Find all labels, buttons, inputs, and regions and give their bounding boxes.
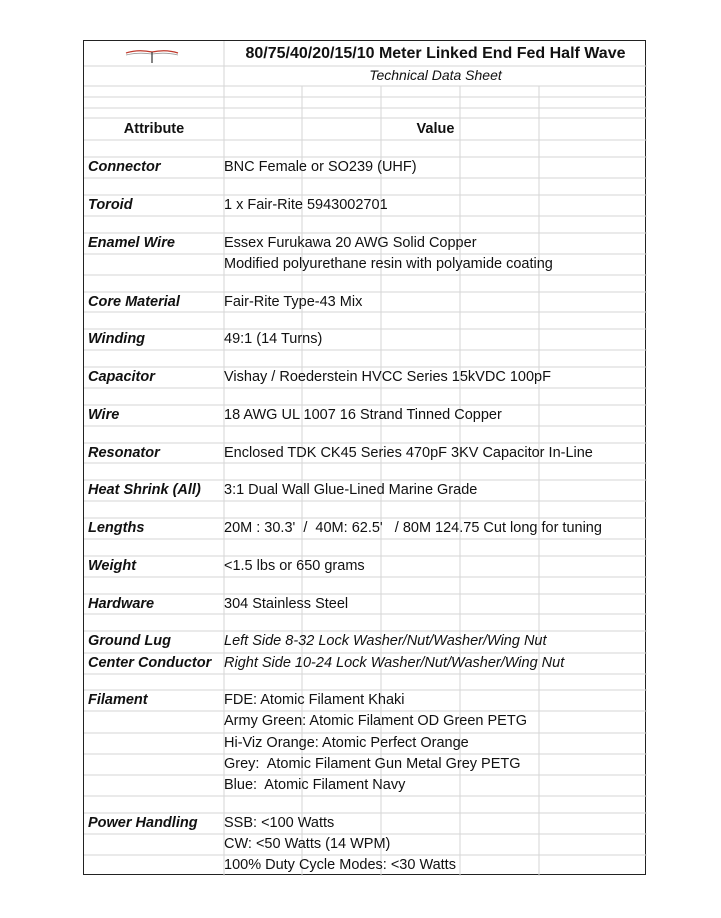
value-wire: 18 AWG UL 1007 16 Strand Tinned Copper [224,407,502,423]
attr-weight: Weight [88,558,137,574]
value-resonator: Enclosed TDK CK45 Series 470pF 3KV Capacitor In-Line [224,445,593,461]
attr-core-material: Core Material [88,294,180,310]
value-ground-lug: Left Side 8-32 Lock Washer/Nut/Washer/Wing Nut [224,633,547,649]
antenna-logo-icon [124,45,180,63]
value-hardware: 304 Stainless Steel [224,596,349,612]
attr-toroid: Toroid [88,197,133,213]
attr-winding: Winding [88,331,146,347]
value-center-conductor: Right Side 10-24 Lock Washer/Nut/Washer/Wing Nut [224,655,565,671]
attr-power-handling: Power Handling [88,815,198,831]
attr-center-conductor: Center Conductor [88,655,212,671]
attr-connector: Connector [88,159,161,175]
data-sheet [83,40,646,875]
value-heat-shrink: 3:1 Dual Wall Glue-Lined Marine Grade [224,482,478,498]
attr-ground-lug: Ground Lug [88,633,171,649]
attr-heat-shrink: Heat Shrink (All) [88,482,201,498]
value-weight: <1.5 lbs or 650 grams [224,558,365,574]
attr-filament: Filament [88,692,148,708]
value-lengths: 20M : 30.3' / 40M: 62.5' / 80M 124.75 Cut long for tuning [224,520,602,536]
attr-resonator: Resonator [88,445,160,461]
value-power-duty-cycle: 100% Duty Cycle Modes: <30 Watts [224,857,456,873]
value-power-ssb: SSB: <100 Watts [224,815,335,831]
value-enamel-wire-2: Modified polyurethane resin with polyamide coating [224,256,553,272]
value-filament-3: Hi-Viz Orange: Atomic Perfect Orange [224,735,469,751]
value-enamel-wire-1: Essex Furukawa 20 AWG Solid Copper [224,235,477,251]
value-core-material: Fair-Rite Type-43 Mix [224,294,363,310]
attr-hardware: Hardware [88,596,155,612]
attribute-column-header: Attribute [123,121,185,137]
value-filament-5: Blue: Atomic Filament Navy [224,777,406,793]
value-filament-2: Army Green: Atomic Filament OD Green PETG [224,713,527,729]
value-filament-1: FDE: Atomic Filament Khaki [224,692,405,708]
value-column-header: Value [416,121,455,137]
value-connector: BNC Female or SO239 (UHF) [224,159,417,175]
value-toroid: 1 x Fair-Rite 5943002701 [224,197,388,213]
attr-wire: Wire [88,407,120,423]
sheet-subtitle: Technical Data Sheet [369,67,502,83]
attr-lengths: Lengths [88,520,145,536]
attr-enamel-wire: Enamel Wire [88,235,175,251]
attr-capacitor: Capacitor [88,369,155,385]
value-filament-4: Grey: Atomic Filament Gun Metal Grey PETG [224,756,521,772]
value-capacitor: Vishay / Roederstein HVCC Series 15kVDC 100pF [224,369,551,385]
value-winding: 49:1 (14 Turns) [224,331,323,347]
sheet-title: 80/75/40/20/15/10 Meter Linked End Fed Half Wave [245,45,626,62]
value-power-cw: CW: <50 Watts (14 WPM) [224,836,391,852]
